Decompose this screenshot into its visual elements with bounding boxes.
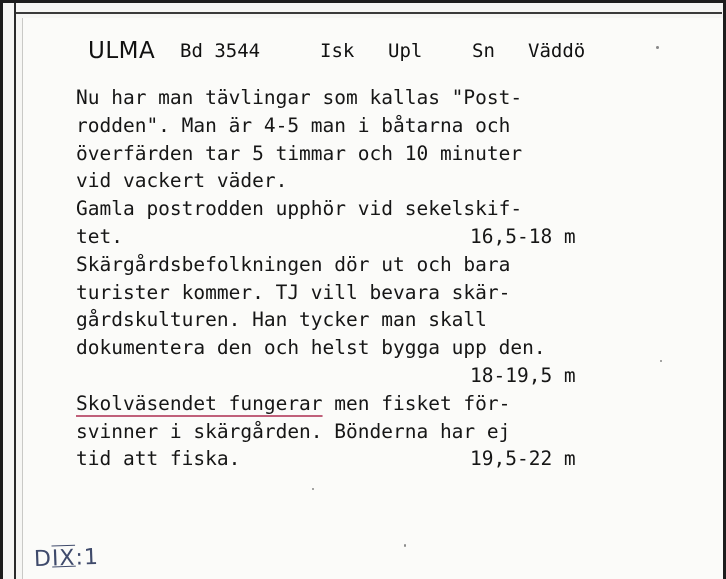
line-text: Skärgårdsbefolkningen dör ut och bara (76, 252, 511, 276)
line-text: Nu har man tävlingar som kallas "Post- (76, 86, 523, 109)
text-line (76, 362, 646, 390)
line-text: rodden". Man är 4-5 man i båtarna och (76, 113, 511, 137)
text-line (76, 306, 646, 334)
text-line (76, 445, 646, 473)
tape-measure: 18-19,5 m (470, 363, 576, 387)
line-text: överfärden tar 5 timmar och 10 minuter (76, 141, 523, 165)
text-line (76, 167, 646, 195)
card-border-top (0, 0, 726, 3)
text-line (76, 418, 646, 446)
tape-measure: 16,5-18 m (470, 224, 576, 248)
place-name: Väddö (528, 40, 586, 62)
line-text: men fisket för- (322, 391, 511, 415)
line-text: tid att fiska. (76, 447, 241, 471)
card-border-left-inner (14, 0, 16, 579)
province-code: Upl (388, 40, 423, 62)
text-line (76, 279, 646, 307)
line-text: turister kommer. TJ vill bevara skär- (76, 280, 511, 304)
transcript-body (76, 84, 646, 473)
card-border-left (0, 0, 3, 579)
marginal-prefix: D (33, 546, 53, 573)
dust-speck (656, 46, 659, 49)
marginal-suffix: :1 (75, 544, 100, 571)
text-line (76, 390, 646, 418)
text-line (76, 84, 646, 112)
line-text: tet. (76, 224, 123, 248)
line-text: dokumentera den och helst bygga upp den. (76, 336, 546, 360)
archive-label: ULMA (88, 38, 156, 64)
text-line (76, 334, 646, 362)
line-text: svinner i skärgården. Bönderna har ej (76, 419, 511, 443)
text-line (76, 140, 646, 168)
line-text: vid vackert väder. (76, 169, 288, 193)
dust-speck (312, 488, 314, 490)
dust-speck (660, 360, 662, 362)
volume-number: Bd 3544 (180, 40, 261, 62)
dust-speck (404, 544, 406, 547)
underlined-phrase: Skolväsendet fungerar (76, 391, 323, 415)
card-header (88, 38, 628, 70)
text-line (76, 195, 646, 223)
line-text: gårdskulturen. Han tycker man skall (76, 308, 487, 332)
tape-measure: 19,5-22 m (470, 447, 576, 471)
marginal-roman-numeral: IX (51, 545, 76, 572)
line-text: Gamla postrodden upphör vid sekelskif- (76, 197, 523, 221)
pencil-marginal-note (34, 545, 100, 572)
card-border-top-inner (16, 12, 722, 14)
text-line (76, 251, 646, 279)
text-line (76, 112, 646, 140)
text-line (76, 223, 646, 251)
parish-code: Sn (472, 40, 495, 62)
category-code: Isk (320, 40, 355, 62)
